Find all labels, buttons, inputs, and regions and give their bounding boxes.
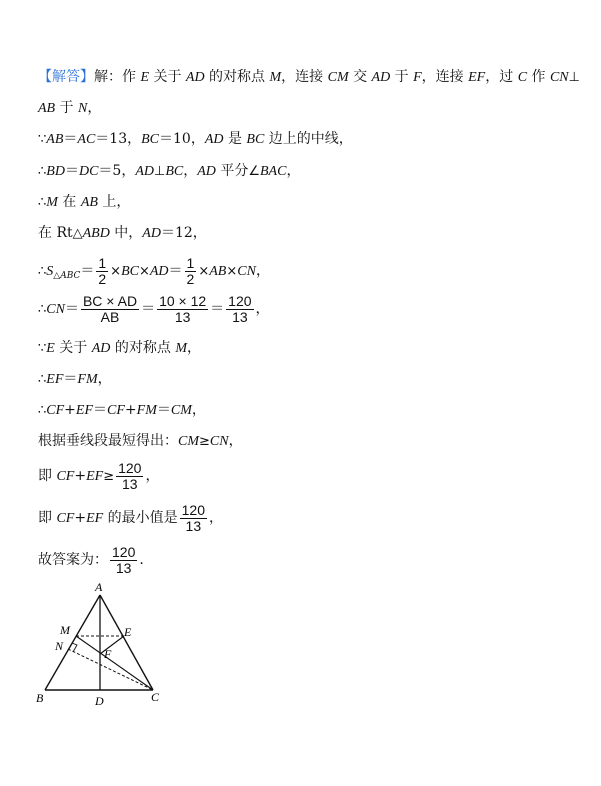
text: ， [286, 163, 301, 179]
fraction-denominator: 13 [121, 475, 138, 492]
var: E [46, 341, 55, 356]
label-e: E [124, 625, 132, 639]
text: 在 [57, 194, 81, 210]
times-symbol: × [198, 264, 210, 279]
text: ＝ [80, 263, 95, 279]
var: CN [549, 70, 569, 85]
label-d: D [95, 694, 104, 708]
text: + [74, 510, 87, 526]
therefore-symbol: ∴ [38, 164, 47, 179]
text: 的最小值是 [103, 510, 178, 526]
label-f: F [104, 647, 112, 661]
var: F [413, 70, 422, 85]
var: BC [246, 132, 265, 147]
var: N [78, 101, 88, 116]
text: 边上的中线， [264, 131, 353, 147]
right-angle-mark [72, 643, 77, 652]
text: 交 [348, 69, 372, 85]
text: 关于 [54, 340, 92, 356]
text: ， [187, 340, 201, 356]
segment-ab [45, 595, 100, 690]
fraction-numerator: BC × AD [82, 292, 138, 309]
label-a: A [95, 580, 103, 594]
var: CF [46, 403, 65, 418]
times-symbol: × [110, 264, 122, 279]
var: AD [204, 132, 224, 147]
text: 于 [390, 69, 414, 85]
text: ＝12， [160, 225, 207, 241]
fraction-numerator: 120 [181, 501, 205, 518]
text: 解：作 [94, 69, 141, 85]
text: 的对称点 [110, 340, 176, 356]
var: CM [170, 403, 192, 418]
label-n: N [55, 639, 64, 653]
label-b: B [36, 691, 44, 705]
therefore-symbol: ∴ [38, 302, 47, 317]
var: EF [468, 70, 486, 85]
var: BC [121, 264, 139, 279]
fraction-denominator: 2 [98, 270, 107, 287]
fraction-denominator: 13 [232, 308, 248, 325]
text: 于 [55, 100, 79, 116]
text: 故答案为： [38, 552, 108, 568]
text: ， [183, 163, 198, 179]
fraction-numerator: 1 [98, 254, 107, 271]
text: ＝ [64, 163, 79, 179]
angle-symbol: ∠ [248, 164, 260, 179]
answer-tag: 【解答】 [38, 69, 94, 85]
perp-symbol: ⊥ [568, 70, 580, 85]
text: ＝ [63, 371, 78, 387]
var: M [46, 195, 58, 210]
var: BD [46, 164, 65, 179]
text: ， [255, 301, 270, 317]
var: AC [77, 132, 96, 147]
var: BC [165, 164, 184, 179]
var: EF [86, 469, 104, 484]
text: 关于 [149, 69, 186, 85]
therefore-symbol: ∴ [38, 372, 47, 387]
fraction-numerator: 10 × 12 [159, 292, 207, 309]
text: ＝ [210, 301, 225, 317]
because-symbol: ∵ [38, 341, 47, 356]
text: 中， [109, 225, 143, 241]
var: EF [75, 403, 94, 418]
var: CN [46, 302, 65, 317]
text: ， [255, 263, 270, 279]
var: FM [77, 372, 98, 387]
because-symbol: ∵ [38, 132, 47, 147]
text: ， [97, 371, 112, 387]
text: ， [87, 100, 102, 116]
segment-cm [76, 636, 153, 690]
var: FM [136, 403, 157, 418]
var: CF [56, 511, 75, 526]
label-m: M [60, 623, 70, 637]
fraction-denominator: 13 [115, 559, 132, 576]
var: AD [149, 264, 169, 279]
text: + [74, 468, 87, 484]
fraction-denominator: AB [100, 308, 120, 325]
var: AD [91, 341, 111, 356]
text: 上， [97, 194, 131, 210]
var: EF [46, 372, 64, 387]
text: ＝ [64, 301, 79, 317]
text: ， [228, 433, 243, 449]
var: CN [209, 434, 229, 449]
var: CM [178, 434, 199, 449]
text: ＝ [93, 402, 108, 418]
fraction-numerator: 120 [112, 543, 136, 560]
text: ＝ [168, 263, 183, 279]
var: AD [142, 226, 161, 241]
text: ＝5， [98, 163, 136, 179]
text: . [139, 552, 144, 568]
text: ＝ [141, 301, 156, 317]
text: ＝10， [159, 131, 205, 147]
var: ABD [82, 226, 110, 241]
var: AB [46, 132, 64, 147]
therefore-symbol: ∴ [38, 264, 47, 279]
fraction-denominator: 13 [174, 308, 191, 325]
text: 在 Rt [38, 225, 73, 241]
text: 的对称点 [204, 69, 270, 85]
times-symbol: × [138, 264, 150, 279]
text: 是 [223, 131, 247, 147]
var: BAC [260, 164, 287, 179]
fraction-numerator: 120 [118, 459, 142, 476]
text: 即 [38, 468, 57, 484]
text: ，过 [485, 69, 518, 85]
var: M [175, 341, 187, 356]
geq-symbol: ≥ [199, 434, 210, 449]
fraction-numerator: 1 [186, 254, 195, 271]
text: 作 [527, 69, 550, 85]
var: AD [185, 70, 205, 85]
text: ＝ [63, 131, 78, 147]
var: AB [38, 101, 56, 116]
label-c: C [151, 690, 160, 704]
fraction-denominator: 13 [185, 517, 202, 534]
var: AD [197, 164, 216, 179]
var: CM [327, 70, 349, 85]
triangle-symbol: △ [72, 226, 83, 241]
times-symbol: × [226, 264, 238, 279]
perp-symbol: ⊥ [154, 164, 166, 179]
text: + [64, 402, 76, 418]
var: AB [80, 195, 98, 210]
var: S [46, 264, 54, 279]
var: AB [209, 264, 227, 279]
var: BC [141, 132, 159, 147]
text: ＝ [156, 402, 171, 418]
var: CF [107, 403, 125, 418]
segment-ac [100, 595, 153, 690]
fraction-numerator: 120 [228, 292, 252, 309]
var: AD [135, 164, 154, 179]
var: EF [86, 511, 104, 526]
fraction-denominator: 2 [186, 270, 195, 287]
text: ，连接 [421, 69, 469, 85]
var: C [517, 70, 528, 85]
text: ， [209, 510, 223, 526]
text: ， [191, 402, 206, 418]
subscript: △ABC [53, 271, 81, 281]
var: DC [78, 164, 99, 179]
var: CN [237, 264, 256, 279]
text: 平分 [215, 163, 249, 179]
text: 即 [38, 510, 57, 526]
var: M [269, 70, 282, 85]
therefore-symbol: ∴ [38, 195, 47, 210]
text: 根据垂线段最短得出： [38, 433, 178, 449]
var: CF [56, 469, 75, 484]
var: AD [371, 70, 391, 85]
text: + [124, 402, 137, 418]
text: ，连接 [281, 69, 328, 85]
text: ＝13， [95, 131, 142, 147]
var: E [140, 70, 150, 85]
geq-symbol: ≥ [103, 469, 115, 484]
text: ， [145, 468, 160, 484]
therefore-symbol: ∴ [38, 403, 47, 418]
